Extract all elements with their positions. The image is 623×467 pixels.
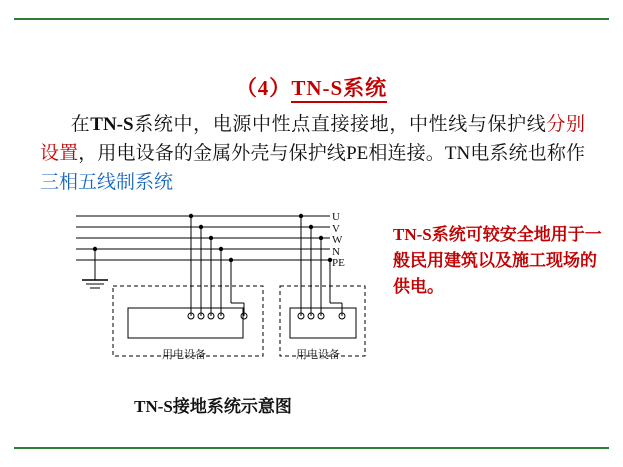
phase-label-n: N xyxy=(332,245,340,258)
left-device-label: 用电设备 xyxy=(162,349,206,361)
paragraph-seg-1: 在 xyxy=(70,114,91,135)
bottom-border-rule xyxy=(14,447,609,449)
paragraph-seg-4-emphasis: 分别设置 xyxy=(40,114,585,164)
junction-dot-neutral xyxy=(93,247,97,251)
phase-label-pe: PE xyxy=(332,257,345,269)
top-border-rule xyxy=(14,18,609,20)
tns-wiring-diagram xyxy=(58,208,368,373)
phase-label-w: W xyxy=(332,234,343,246)
phase-label-u: U xyxy=(332,211,340,223)
side-note: TN-S系统可较安全地用于一般民用建筑以及施工现场的供电。 xyxy=(393,225,602,296)
right-device-box xyxy=(290,308,356,338)
page-title xyxy=(0,72,623,102)
page-title-main: TN-S系统 xyxy=(291,76,387,103)
phase-label-v: V xyxy=(332,222,340,235)
body-paragraph xyxy=(40,110,585,197)
left-device-box xyxy=(128,308,243,338)
right-device-label: 用电设备 xyxy=(296,349,340,361)
paragraph-seg-2: TN-S xyxy=(90,114,134,135)
paragraph-seg-5: ，用电设备的金属外壳与保护线PE相连接。TN电系统也称作 xyxy=(78,143,585,164)
paragraph-seg-6-emphasis: 三相五线制系统 xyxy=(40,172,174,193)
paragraph-seg-3: 系统中，电源中性点直接接地，中性线与保护线 xyxy=(133,114,547,135)
diagram-caption: TN-S接地系统示意图 xyxy=(134,397,292,416)
page-title-prefix: （4） xyxy=(235,76,292,100)
phase-label-column xyxy=(332,212,345,270)
